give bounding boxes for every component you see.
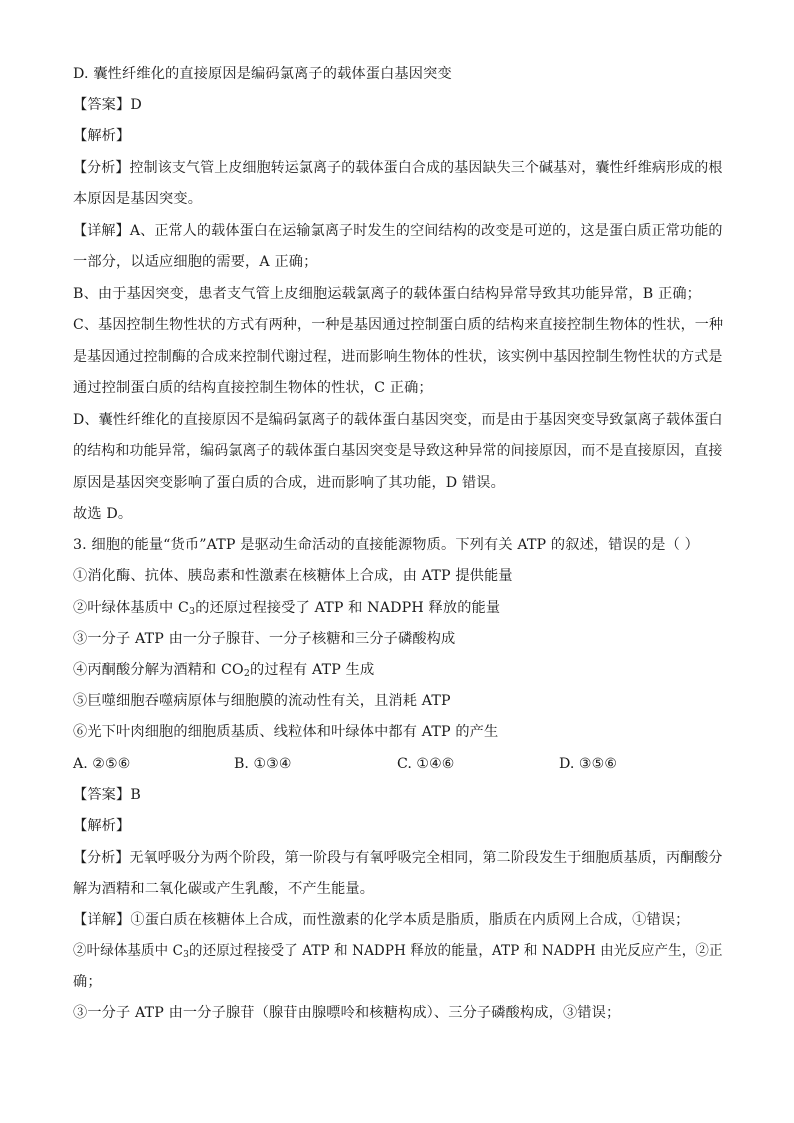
detail-2-line-b: ②叶绿体基质中 $C_3$的还原过程接受了 ATP 和 NADPH 释放的能量，ATP 和 NADPH 由光反应产生，②正 bbox=[73, 943, 723, 960]
detail-1-conclusion: 故选 D。 bbox=[73, 506, 133, 522]
detail-1-line-i: 原因是基因突变影响了蛋白质的合成，进而影响了其功能，D 错误。 bbox=[73, 475, 505, 491]
detail-1-line-d: C、基因控制生物性状的方式有两种，一种是基因通过控制蛋白质的结构来直接控制生物体的性状，一种 bbox=[73, 317, 724, 333]
detail-1-line-e: 是基因通过控制酶的合成来控制代谢过程，进而影响生物体的性状，该实例中基因控制生物性状的方式是 bbox=[73, 349, 723, 365]
statement-6: ⑥光下叶肉细胞的细胞质基质、线粒体和叶绿体中都有 ATP 的产生 bbox=[73, 724, 499, 740]
statement-3: ③一分子 ATP 由一分子腺苷、一分子核糖和三分子磷酸构成 bbox=[73, 631, 456, 647]
statement-4: ④丙酮酸分解为酒精和 $CO_2$的过程有 ATP 生成 bbox=[73, 662, 375, 679]
option-d-line: D. 囊性纤维化的直接原因是编码氯离子的载体蛋白基因突变 bbox=[73, 66, 452, 82]
analysis-2-line-b: 解为酒精和二氧化碳或产生乳酸，不产生能量。 bbox=[73, 881, 375, 897]
choice-b: B. ①③④ bbox=[234, 756, 292, 772]
detail-1-line-b: 一部分，以适应细胞的需要，A 正确； bbox=[73, 254, 318, 270]
detail-2-line-a: 【详解】①蛋白质在核糖体上合成，而性激素的化学本质是脂质，脂质在内质网上合成，①错误； bbox=[73, 912, 690, 928]
detail-1-line-h: 的结构和功能异常，编码氯离子的载体蛋白基因突变是导致这种异常的间接原因，而不是直接原因，直接 bbox=[73, 443, 723, 459]
detail-1-line-g: D、囊性纤维化的直接原因不是编码氯离子的载体蛋白基因突变，而是由于基因突变导致氯离子载体蛋白 bbox=[73, 412, 723, 428]
detail-1-line-f: 通过控制蛋白质的结构直接控制生物体的性状，C 正确； bbox=[73, 380, 433, 396]
choice-a: A. ②⑤⑥ bbox=[73, 756, 131, 772]
statement-2: ②叶绿体基质中 $C_3$的还原过程接受了 ATP 和 NADPH 释放的能量 bbox=[73, 600, 501, 617]
answer-1: 【答案】D bbox=[73, 97, 142, 113]
detail-1-line-a: 【详解】A、正常人的载体蛋白在运输氯离子时发生的空间结构的改变是可逆的，这是蛋白质正常功能的 bbox=[73, 223, 723, 239]
answer-2: 【答案】B bbox=[73, 787, 141, 803]
analysis-1-line-b: 本原因是基因突变。 bbox=[73, 191, 203, 207]
choice-c: C. ①④⑥ bbox=[397, 756, 455, 772]
detail-2-line-d: ③一分子 ATP 由一分子腺苷（腺苷由腺嘌呤和核糖构成）、三分子磷酸构成，③错误； bbox=[73, 1005, 621, 1021]
detail-2-line-c: 确； bbox=[73, 974, 102, 990]
analysis-2-line-a: 【分析】无氧呼吸分为两个阶段，第一阶段与有氧呼吸完全相同，第二阶段发生于细胞质基质，丙酮酸分 bbox=[73, 850, 723, 866]
analysis-heading-2: 【解析】 bbox=[73, 818, 131, 834]
analysis-1-line-a: 【分析】控制该支气管上皮细胞转运氯离子的载体蛋白合成的基因缺失三个碱基对，囊性纤维病形成的根 bbox=[73, 160, 723, 176]
choice-d: D. ③⑤⑥ bbox=[559, 756, 618, 772]
analysis-heading-1: 【解析】 bbox=[73, 128, 131, 144]
question-3-stem: 3. 细胞的能量“货币”ATP 是驱动生命活动的直接能源物质。下列有关 ATP 的叙述，错误的是（ ） bbox=[73, 537, 699, 553]
detail-1-line-c: B、由于基因突变，患者支气管上皮细胞运载氯离子的载体蛋白结构异常导致其功能异常，B 正确； bbox=[73, 286, 701, 302]
statement-1: ①消化酶、抗体、胰岛素和性激素在核糖体上合成，由 ATP 提供能量 bbox=[73, 568, 513, 584]
statement-5: ⑤巨噬细胞吞噬病原体与细胞膜的流动性有关，且消耗 ATP bbox=[73, 693, 451, 709]
